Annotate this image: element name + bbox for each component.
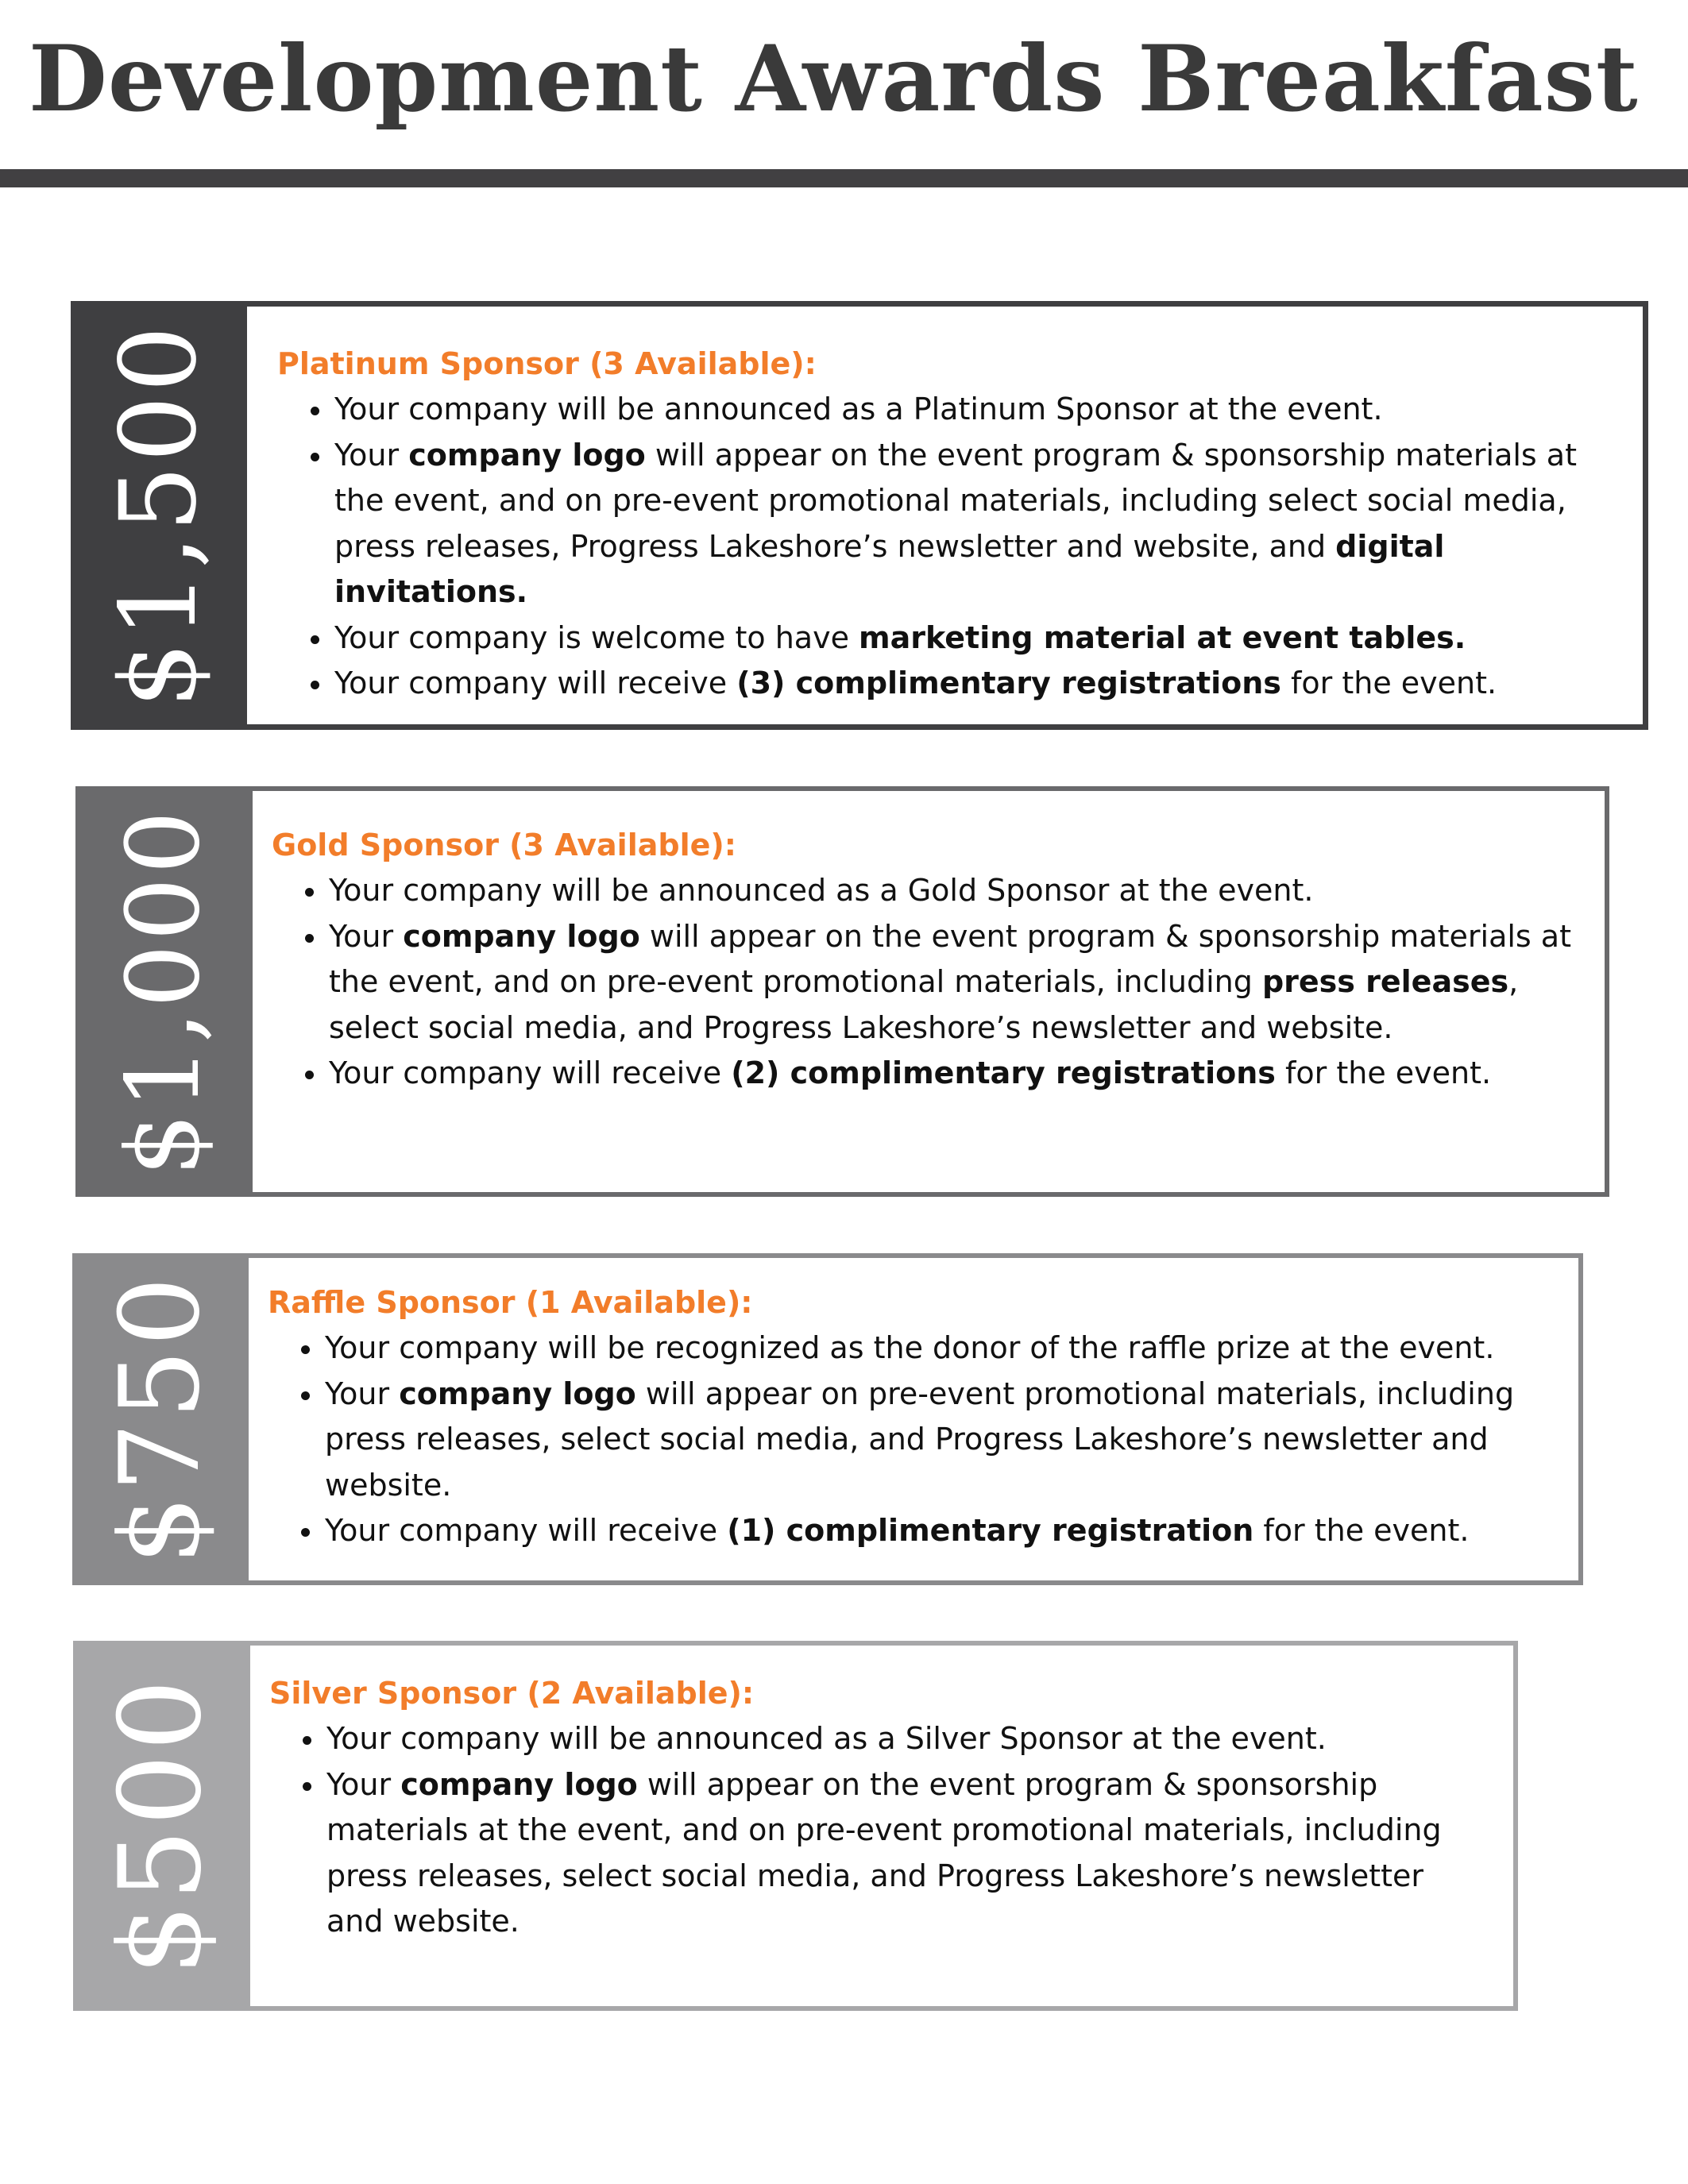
benefit-item xyxy=(325,1716,1481,1762)
tier-content xyxy=(268,1280,1547,1554)
price-label: $750 xyxy=(96,1273,224,1565)
benefit-text: , select social media, and Progress Lakeshore’s newsletter and website. xyxy=(329,964,1519,1045)
emphasis-text: (3) complimentary registrations xyxy=(736,666,1281,700)
benefit-item xyxy=(327,868,1573,914)
benefit-list xyxy=(272,868,1573,1097)
tier-platinum xyxy=(71,301,1648,730)
tier-box xyxy=(248,786,1609,1197)
benefit-text: Your company will be recognized as the donor of the raffle prize at the event. xyxy=(325,1330,1495,1365)
page-title: Development Awards Breakfast xyxy=(29,25,1639,132)
title-divider xyxy=(0,169,1688,187)
benefit-text: Your company will receive xyxy=(329,1055,732,1090)
benefit-text: will appear on the event program & sponsorship materials at the event, and on pre-event promotional materials, including press releases, select social media, and Progress Lakeshore’s newsletter and website. xyxy=(326,1766,1442,1939)
tier-silver xyxy=(73,1641,1518,2011)
emphasis-text: company logo xyxy=(400,1766,638,1802)
tier-box xyxy=(245,1641,1518,2011)
benefit-text: for the event. xyxy=(1280,666,1497,700)
benefit-item xyxy=(327,1051,1573,1097)
price-panel xyxy=(75,786,252,1197)
tier-heading: Raffle Sponsor (1 Available): xyxy=(268,1285,753,1320)
emphasis-text: company logo xyxy=(403,918,640,954)
benefit-text: Your company will be announced as a Silver Sponsor at the event. xyxy=(326,1721,1327,1756)
emphasis-text: company logo xyxy=(399,1376,636,1411)
benefit-text: for the event. xyxy=(1275,1055,1492,1090)
benefit-item xyxy=(323,1372,1547,1509)
benefit-text: Your company will be announced as a Gold Sponsor at the event. xyxy=(329,873,1314,908)
benefit-text: will appear on the event program & sponsorship materials at the event, and on pre-event promotional materials, including select social media, press releases, Progress Lakeshore’s newsletter and website, and xyxy=(334,437,1577,564)
benefit-text: Your xyxy=(325,1376,400,1411)
price-label: $500 xyxy=(95,1676,226,1976)
benefit-text: Your xyxy=(329,918,404,954)
tier-heading: Silver Sponsor (2 Available): xyxy=(269,1676,755,1711)
emphasis-text: (2) complimentary registrations xyxy=(731,1055,1276,1090)
tier-box xyxy=(244,1253,1583,1585)
benefit-list xyxy=(269,1716,1481,1945)
benefit-text: Your company will receive xyxy=(334,666,737,700)
benefit-text: Your xyxy=(326,1766,401,1802)
benefit-text: for the event. xyxy=(1253,1513,1470,1548)
benefit-item xyxy=(323,1508,1547,1554)
tier-content xyxy=(277,341,1611,707)
tier-content xyxy=(272,823,1573,1097)
tier-box xyxy=(241,301,1648,730)
benefit-list xyxy=(277,387,1611,707)
emphasis-text: press releases xyxy=(1261,964,1509,999)
emphasis-text: company logo xyxy=(408,437,646,473)
benefit-text: Your company is welcome to have xyxy=(334,619,859,655)
price-panel xyxy=(72,1253,249,1585)
benefit-item xyxy=(327,914,1573,1051)
price-panel xyxy=(71,301,247,730)
price-label: $1,000 xyxy=(105,807,222,1176)
tier-heading: Gold Sponsor (3 Available): xyxy=(272,828,736,862)
tier-heading: Platinum Sponsor (3 Available): xyxy=(277,346,817,381)
tier-content xyxy=(269,1671,1481,1945)
price-panel xyxy=(73,1641,249,2011)
benefit-list xyxy=(268,1325,1547,1554)
emphasis-text: digital invitations. xyxy=(334,528,1445,609)
benefit-text: will appear on the event program & sponsorship materials at the event, and on pre-event promotional materials, including xyxy=(329,918,1571,999)
benefit-text: Your company will receive xyxy=(325,1513,728,1548)
price-label: $1,500 xyxy=(98,322,220,708)
benefit-text: Your company will be announced as a Platinum Sponsor at the event. xyxy=(334,392,1383,426)
benefit-item xyxy=(323,1325,1547,1372)
tier-raffle xyxy=(72,1253,1583,1585)
tier-gold xyxy=(75,786,1609,1197)
benefit-text: will appear on pre-event promotional materials, including press releases, select social media, and Progress Lakeshore’s newsletter and website. xyxy=(325,1376,1515,1503)
benefit-item xyxy=(325,1762,1481,1945)
benefit-item xyxy=(333,615,1611,662)
benefit-item xyxy=(333,661,1611,707)
benefit-item xyxy=(333,387,1611,433)
emphasis-text: (1) complimentary registration xyxy=(727,1513,1254,1548)
benefit-text: Your xyxy=(334,437,409,473)
benefit-item xyxy=(333,433,1611,615)
emphasis-text: marketing material at event tables. xyxy=(859,619,1466,655)
